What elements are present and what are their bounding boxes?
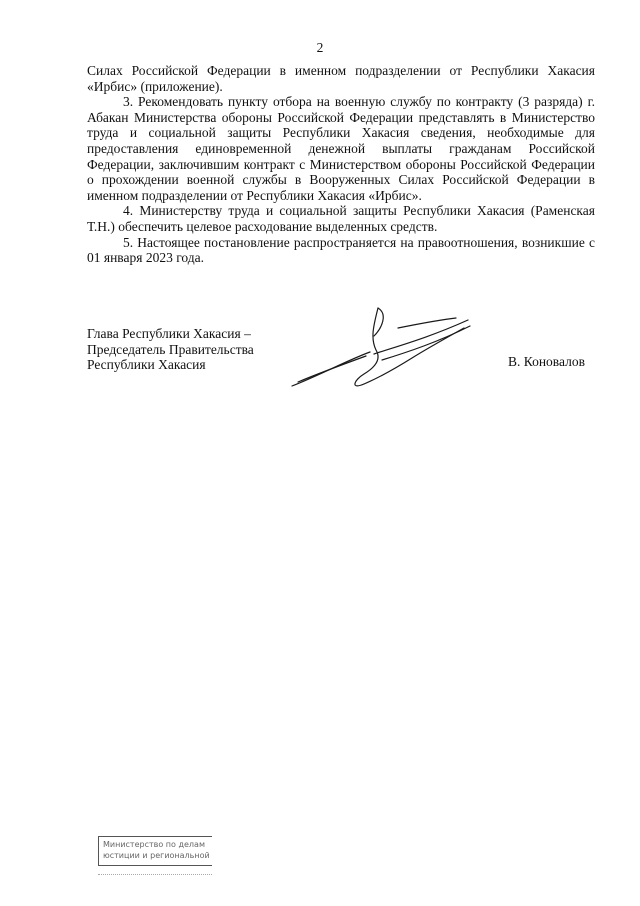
stamp-line: юстиции и региональной <box>103 851 210 860</box>
signatory-title-line: Республики Хакасия <box>87 357 206 373</box>
stamp-divider <box>98 874 212 876</box>
stamp-line: Министерство по делам <box>103 840 205 849</box>
page-number: 2 <box>316 40 324 55</box>
signatory-name: В. Коновалов <box>508 354 585 369</box>
paragraph-continuation: Силах Российской Федерации в именном подразделении от Республики Хакасия «Ирбис» (приложение). <box>87 63 595 94</box>
signatory-title-line: Председатель Правительства <box>87 341 254 357</box>
registration-stamp <box>98 836 212 866</box>
signatory-title-line: Глава Республики Хакасия – <box>87 326 251 341</box>
signatory-title <box>87 326 254 373</box>
paragraph-item-4: 4. Министерству труда и социальной защиты Республики Хакасия (Раменская Т.Н.) обеспечить целевое расходование выделенных средств. <box>87 203 595 234</box>
paragraph-item-5: 5. Настоящее постановление распространяется на правоотношения, возникшие с 01 января 2023 года. <box>87 234 595 266</box>
paragraph-item-3: 3. Рекомендовать пункту отбора на военную службу по контракту (3 разряда) г. Абакан Министерства обороны Российской Федерации представлять в Министерство труда и социальной защиты Республики Хакасия сведения, необходимые для предоставления единовременной денежной выплаты гражданам Российской Федерации, заключившим контракт с Министерством обороны Российской Федерации о прохождении военной службы в Вооруженных Силах Российской Федерации в именном подразделении от Республики Хакасия «Ирбис». <box>87 94 595 203</box>
document-body <box>87 63 595 266</box>
handwritten-signature <box>278 298 478 398</box>
